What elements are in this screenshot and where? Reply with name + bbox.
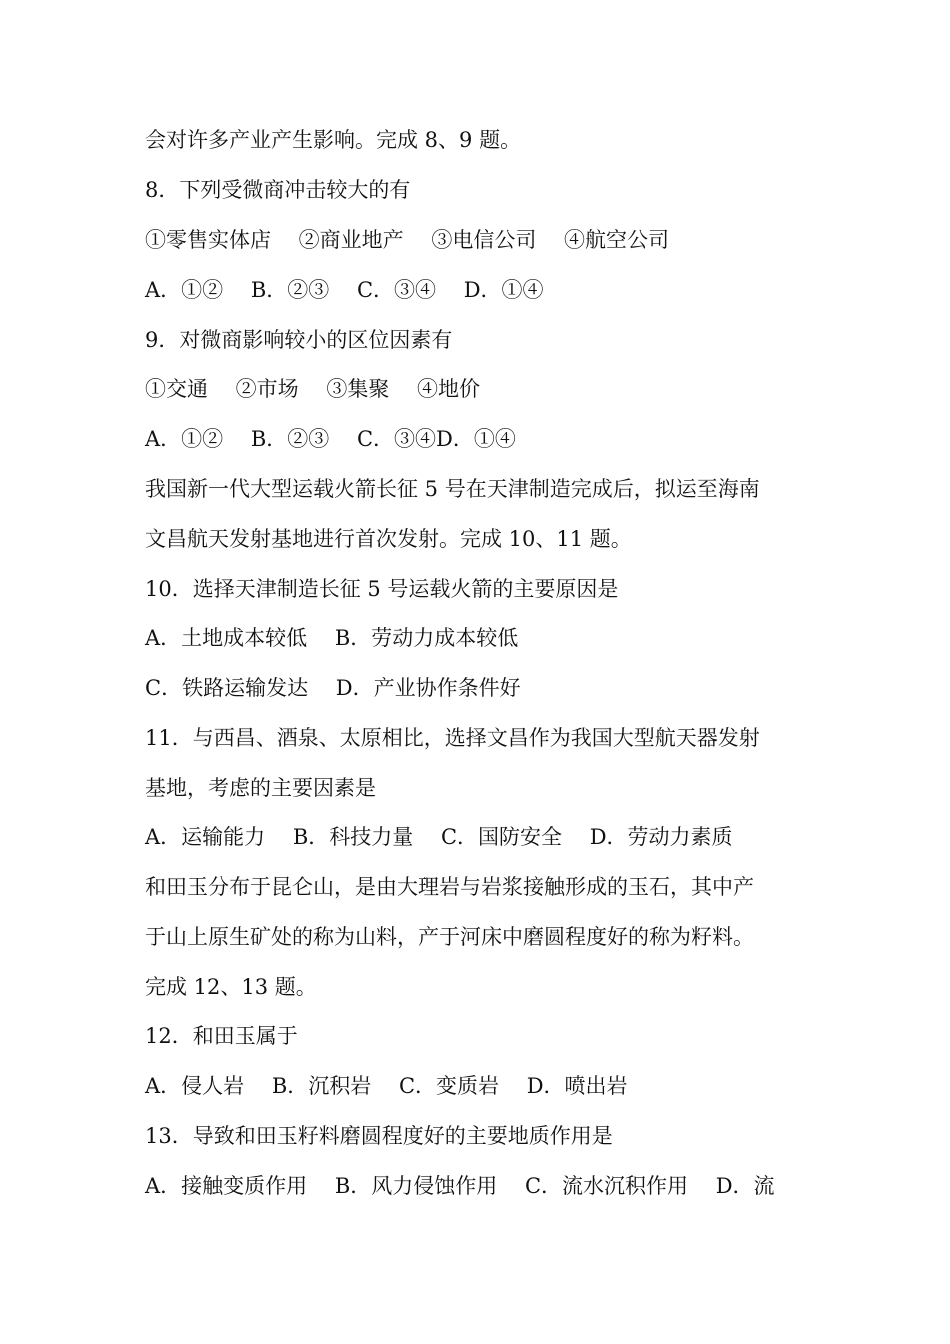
question-10-options-cd: C．铁路运输发达 D．产业协作条件好: [145, 676, 521, 700]
text-line: 于山上原生矿处的称为山料，产于河床中磨圆程度好的称为籽料。: [145, 925, 754, 949]
question-8-options: A．①② B．②③ C．③④ D．①④: [145, 278, 544, 302]
question-11: 11．与西昌、酒泉、太原相比，选择文昌作为我国大型航天器发射: [145, 726, 760, 750]
question-9-options: A．①② B．②③ C．③④D．①④: [145, 427, 516, 451]
text-line: 我国新一代大型运载火箭长征 5 号在天津制造完成后，拟运至海南: [145, 477, 760, 501]
question-10: 10．选择天津制造长征 5 号运载火箭的主要原因是: [145, 577, 619, 601]
text-line: 和田玉分布于昆仑山，是由大理岩与岩浆接触形成的玉石，其中产: [145, 875, 754, 899]
text-line: 文昌航天发射基地进行首次发射。完成 10、11 题。: [145, 527, 632, 551]
question-9-items: ①交通 ②市场 ③集聚 ④地价: [145, 377, 481, 401]
question-12-options: A．侵人岩 B．沉积岩 C．变质岩 D．喷出岩: [145, 1074, 628, 1098]
question-13-options: A．接触变质作用 B．风力侵蚀作用 C．流水沉积作用 D．流: [145, 1174, 775, 1198]
question-10-options-ab: A．土地成本较低 B．劳动力成本较低: [145, 626, 519, 650]
question-9: 9．对微商影响较小的区位因素有: [145, 328, 453, 352]
question-8-items: ①零售实体店 ②商业地产 ③电信公司 ④航空公司: [145, 228, 670, 252]
question-12: 12．和田玉属于: [145, 1024, 298, 1048]
text-line: 会对许多产业产生影响。完成 8、9 题。: [145, 128, 522, 152]
question-8: 8．下列受微商冲击较大的有: [145, 178, 411, 202]
question-11-cont: 基地，考虑的主要因素是: [145, 776, 376, 800]
question-11-options: A．运输能力 B．科技力量 C．国防安全 D．劳动力素质: [145, 825, 733, 849]
text-line: 完成 12、13 题。: [145, 975, 317, 999]
question-13: 13．导致和田玉籽料磨圆程度好的主要地质作用是: [145, 1124, 613, 1148]
